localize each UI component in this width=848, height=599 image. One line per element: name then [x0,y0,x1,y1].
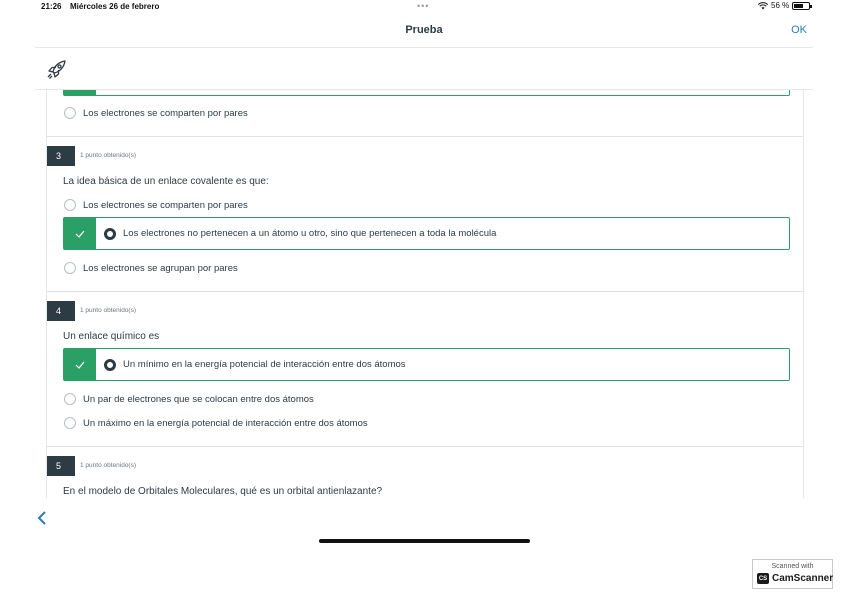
camscanner-watermark [752,559,833,589]
radio-button[interactable] [64,417,76,429]
radio-button[interactable] [64,107,76,119]
answer-label: Un máximo en la energía potencial de interacción entre dos átomos [83,417,368,429]
question-number-badge: 5 [46,456,75,476]
question-divider [47,291,804,292]
multitasking-dots[interactable]: ••• [417,1,430,11]
question-points: 1 punto obtenido(s) [80,307,137,314]
status-bar [0,0,848,14]
scanned-with-label: Scanned with [771,563,814,570]
checkmark-icon [64,218,96,249]
answer-label: Un par de electrones que se colocan entre dos átomos [83,393,314,405]
home-indicator[interactable] [319,539,530,543]
status-time: 21:26 [41,2,62,11]
question-text: La idea básica de un enlace covalente es que: [63,176,269,187]
radio-button-selected[interactable] [104,228,116,240]
battery-percent: 56 % [771,1,790,10]
question-text: En el modelo de Orbitales Moleculares, qué es un orbital antienlazante? [63,486,383,497]
checkmark-icon [64,349,96,380]
question-points: 1 punto obtenido(s) [80,462,137,469]
quiz-scroll-area[interactable] [46,90,804,498]
chevron-left-icon[interactable] [36,510,50,526]
radio-button[interactable] [64,393,76,405]
answer-label: Un mínimo en la energía potencial de interacción entre dos átomos [123,359,406,370]
question-divider [47,446,804,447]
status-date: Miércoles 26 de febrero [70,2,160,11]
camscanner-brand [757,573,833,584]
nav-bar [35,18,813,48]
status-right [758,1,810,10]
selected-correct-answer[interactable] [63,217,790,250]
correct-marker [64,90,96,95]
battery-icon [792,2,810,10]
question-points: 1 punto obtenido(s) [80,152,137,159]
answer-label: Los electrones se comparten por pares [83,199,248,211]
answer-label: Los electrones no pertenecen a un átomo u otro, sino que pertenecen a toda la molécula [123,228,497,239]
answer-option[interactable] [64,389,314,409]
answer-option[interactable] [64,413,368,433]
radio-button[interactable] [64,199,76,211]
answer-option[interactable] [64,258,238,278]
page-title: Prueba [405,24,443,36]
radio-button[interactable] [64,262,76,274]
question-divider [47,136,804,137]
prev-selected-answer[interactable] [63,90,790,96]
camscanner-logo-icon: CS [757,573,769,584]
selected-correct-answer[interactable] [63,348,790,381]
answer-label: Los electrones se agrupan por pares [83,262,238,274]
wifi-icon [758,2,768,10]
question-number-badge: 4 [46,301,75,321]
ok-button[interactable]: OK [791,24,807,36]
question-text: Un enlace químico es [63,331,160,342]
question-number-badge: 3 [46,146,75,166]
answer-label: Los electrones se comparten por pares [83,107,248,119]
rocket-icon[interactable] [44,59,68,81]
camscanner-name: CamScanner [772,573,834,584]
radio-button-selected[interactable] [104,359,116,371]
answer-option[interactable] [64,195,248,215]
prev-answer-option[interactable] [64,103,248,123]
